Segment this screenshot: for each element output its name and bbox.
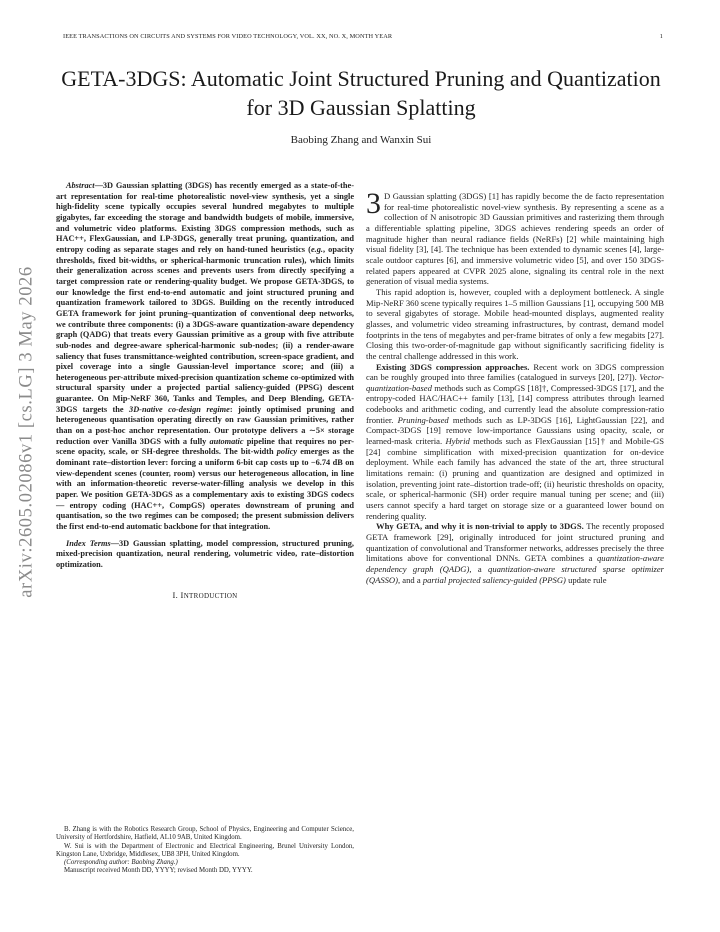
paragraph-heading-existing: Existing 3DGS compression approaches. [376,361,530,372]
arxiv-stamp [10,182,44,682]
section-heading-introduction [56,590,354,602]
drop-cap: 3 [366,187,381,220]
intro-paragraph-2: This rapid adoption is, however, coupled with a deployment bottleneck. A single Mip-NeRF 360 scene typically requires 1–5 million Gaussians [1], occupying 500 MB to several gigabytes of storage. Mobile head-mounted displays, augmented reality glasses, and volumetric video streaming infrastructures, by contrast, demand model footprints in the tens of megabytes and per-frame bitrates of only a few megabits [27]. Closing this two-order-of-magnitude gap without significantly sacrificing fidelity is the central challenge addressed in this work. [366,286,664,361]
footnote-manuscript: Manuscript received Month DD, YYYY; revised Month DD, YYYY. [64,867,253,875]
section-title-rest: NTRODUCTION [183,591,238,600]
arxiv-identifier: arXiv:2605.02086v1 [cs.LG] 3 May 2026 [16,266,37,598]
section-first-letter: I [180,589,184,600]
running-header [63,33,663,40]
right-column [366,187,665,585]
authors: Baobing Zhang and Wanxin Sui [290,134,432,146]
paper-title [60,64,662,122]
footnote-author-1: B. Zhang is with the Robotics Research Group, School of Physics, Engineering and Computer Science, University of Hertfordshire, Hatfield, AL10 9AB, United Kingdom. [56,826,354,842]
intro-paragraph-1 [366,187,664,287]
abstract-text-3: : jointly optimised pruning and heterogeneous quantisation operating directly on raw Gaussian primitives, rather than on a post-hoc anchor representation. Our prototype delivers a ∼5× storage reduction over Vanilla 3DGS with a fully [56,404,354,446]
index-terms-label: Index Terms [66,538,111,548]
intro-paragraph-4: Why GETA, and why it is non-trivial to apply to 3DGS. The recently proposed GETA framework [29], originally introduced for joint structured pruning and quantization of convolutional and Transformer networks, addresses precisely the three limitations above for conventional DNNs. GETA combines a quantization-aware dependency graph (QADG), a quantization-aware structured sparse optimizer (QASSO), and a partial projected saliency-guided (PPSG) update rule [366,521,664,585]
intro-text-1: D Gaussian splatting (3DGS) [1] has rapidly become the de facto representation for real-time photorealistic novel-view synthesis. By representing a scene as a collection of N anisotropic 3D Gaussian primitives and rasterizing them through a differentiable splatting pipeline, 3DGS achieves rendering speeds an order of magnitude higher than neural radiance fields (NeRFs) [2] while maintaining high visual fidelity [3], [4]. The technique has been extended to dynamic scenes [4], large-scale outdoor captures [6], and immersive volumetric video [5], and over 150 3DGS-related papers appeared at CVPR 2025 alone, signaling its central role in the next generation of visual media systems. [366,191,664,287]
footnote-author-2: W. Sui is with the Department of Electronic and Electrical Engineering, Brunel University London, Kingston Lane, Uxbridge, Middlesex, UB8 3PH, United Kingdom. [56,842,354,858]
left-column [56,181,354,620]
abstract-em-2: 3D-native co-design regime [129,404,230,414]
abstract-text-1: —3D Gaussian splatting (3DGS) has recently emerged as a state-of-the-art representation for real-time photorealistic novel-view synthesis, yet a single high-fidelity scene typically occupies several hundred megabytes to multiple gigabytes, far exceeding the storage and bandwidth budgets of mobile, immersive, and volumetric video platforms. Existing 3DGS compression methods, such as HAC++, FlexGaussian, and LP-3DGS, generally treat pruning, quantization, and entropy coding as separate stages and rely on hand-tuned heuristics ( [56,181,354,254]
paragraph-heading-why-geta: Why GETA, and why it is non-trivial to apply to 3DGS. [376,521,584,532]
abstract-em-3: automatic [209,436,244,446]
index-terms-text: —3D Gaussian splatting, model compression, structured pruning, mixed-precision quantization, neural rendering, volumetric video, rate–distortion optimization. [56,538,355,569]
intro-paragraph-3: Existing 3DGS compression approaches. Recent work on 3DGS compression can be roughly grouped into three families (catalogued in surveys [20], [27]). Vector-quantization-based methods such as CompGS [18]†, Compressed-3DGS [17], and the entropy-coded HAC/HAC++ family [13], [14] compress attributes through learned codebooks and arithmetic coding, and currently lead the absolute compression-ratio frontier. Pruning-based methods such as LP-3DGS [16], LightGaussian [22], and Compact-3DGS [19] remove low-importance Gaussians using opacity, scale, or learned-mask criteria. Hybrid methods such as FlexGaussian [15]† and Mobile-GS [24] combine simplification with mixed-precision quantization for on-device deployment. While each family has advanced the state of the art, three structural limitations remain: (i) pruning and quantization are designed and optimized in isolation, preventing joint rate–distortion trade-off; (ii) heuristic thresholds on opacity, scale, or spherical-harmonic (SH) order require manual tuning per scene; and (iii) users cannot specify a hard target on storage size or a guaranteed lower bound on rendering quality. [366,361,665,521]
abstract [56,181,354,533]
abstract-text-5: emerges as the dominant rate–distortion lever: forcing a uniform 6-bit cap costs up to −6.74 dB on view-dependent scenes (counter, room) versus our heterogeneous allocation, in line with an information-theoretic reverse-water-filling analysis we develop in this paper. We position GETA-3DGS as a complementary axis to existing 3DGS codecs — entropy coding (HAC++, CompGS) operates downstream of pruning and quantisation, so the two regimes can be composed; the present submission delivers the first end-to-end automatic backbone for that integration. [56,447,354,531]
abstract-text-4: pipeline that requires no per-scene opacity, scale, or SH-degree thresholds. The bit-width [56,436,354,457]
abstract-em-4: policy [276,447,298,457]
title-line-2: for 3D Gaussian Splatting [246,95,476,120]
abstract-text-2: , opacity thresholds, fixed bit-widths, or spherical-harmonic truncation rules), which limits their generalization across scenes and prevents users from directly specifying a target compression rate or rendering-quality budget. We propose GETA-3DGS, to our knowledge the first end-to-end automatic and joint structured pruning and quantization framework tailored to 3DGS. Building on the recently introduced GETA framework for joint pruning–quantization of conventional deep networks, we contribute three components: (i) a 3DGS-aware quantization-aware dependency graph (QADG) that treats every Gaussian primitive as a group with five attribute sub-nodes and degree-aware spherical-harmonic sub-nodes; (ii) a render-aware saliency that fuses transmittance-weighted contribution, screen-space gradient, and pixel coverage into a single Gaussian-level importance score; and (iii) a heterogeneous per-attribute mixed-precision quantization scheme co-optimized with structural sparsity under a projected partial saliency-guided (PPSG) descent guarantee. On Mip-NeRF 360, Tanks and Temples, and Deep Blending, GETA-3DGS targets the [56,244,354,414]
footnote-corresponding: (Corresponding author: Baobing Zhang.) [64,859,178,866]
abstract-em-1: e.g. [310,244,323,254]
journal-header: IEEE TRANSACTIONS ON CIRCUITS AND SYSTEMS FOR VIDEO TECHNOLOGY, VOL. XX, NO. X, MONTH YEAR [63,33,393,40]
footnotes [56,826,354,876]
section-number: I. [172,589,179,600]
abstract-label: Abstract [66,181,95,190]
title-line-1: GETA-3DGS: Automatic Joint Structured Pruning and Quantization [61,66,661,91]
page-number: 1 [659,33,663,40]
index-terms [56,539,354,571]
